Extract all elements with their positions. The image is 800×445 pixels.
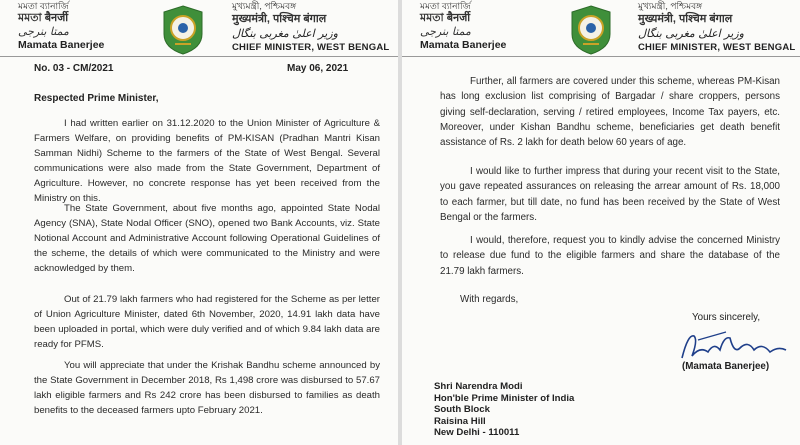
address-line: Raisina Hill [434,415,486,427]
name-english: Mamata Banerjee [420,39,507,51]
title-urdu: وزیر اعلیٰ مغربی بنگال [638,27,744,40]
letter-page-2 [402,0,800,445]
title-bengali: মুখ্যমন্ত্রী, পশ্চিমবঙ্গ [638,1,703,11]
name-hindi: মমতা बैनर्जी [18,12,69,24]
title-urdu: وزیر اعلیٰ مغربی بنگال [232,27,338,40]
paragraph: I had written earlier on 31.12.2020 to the Union Minister of Agriculture & Farmers Welfare, on providing benefits of PM-KISAN (Pradhan Mantri Kisan Samman Nidhi) Scheme to the farmers of the State of West Bengal. Several communications were also made from the State Government, Department of Agriculture. However, no concrete response has yet been received from the Ministry on this. [34,118,380,204]
letterhead-name-block [420,2,506,51]
title-hindi: मुख्यमंत्री, पश्चिम बंगाल [638,13,733,25]
west-bengal-seal-icon [568,4,614,56]
name-urdu: ممتا بنرجی [18,25,69,38]
letterhead-title-block [232,2,389,53]
closing-yours-sincerely: Yours sincerely, [692,312,761,323]
name-bengali: মমতা ব্যানার্জি [18,1,69,11]
letterhead-name-block [18,2,104,51]
paragraph: I would, therefore, request you to kindly advise the concerned Ministry to release due fund to the eligible farmers and share the database of the 21.79 lakh farmers. [440,235,780,277]
name-urdu: ممتا بنرجی [420,25,471,38]
salutation: Respected Prime Minister, [34,93,159,104]
name-hindi: মমতা बैनर्जी [420,12,471,24]
recipient-address [434,381,574,439]
paragraph: The State Government, about five months ago, appointed State Nodal Agency (SNA), State Nodal Officer (SNO), opened two Bank Accounts, viz. State Notional Account and Administrative Account following Operational Guidelines of the scheme, the details of which were communicated to the Ministry and were acknowledged by them. [34,203,380,274]
reference-number: No. 03 - CM/2021 [34,63,114,74]
letterhead-divider [0,56,398,57]
letter-date: May 06, 2021 [287,63,349,74]
signer-name: (Mamata Banerjee) [682,361,770,372]
letter-page-1 [0,0,398,445]
title-bengali: মুখ্যমন্ত্রী, পশ্চিমবঙ্গ [232,1,297,11]
address-line: Shri Narendra Modi [434,381,523,392]
letterhead-divider [402,56,800,57]
address-line: Hon'ble Prime Minister of India [434,392,575,404]
paragraph: Out of 21.79 lakh farmers who had registered for the Scheme as per letter of Union Agriculture Minister, dated 6th November, 2020, 14.91 lakh data have been uploaded in portal, which were duly verified and of which 9.84 lakh data are ready for PFMS. [34,294,380,350]
west-bengal-seal-icon [160,4,206,56]
paragraph: I would like to further impress that during your recent visit to the State, you gave repeated assurances on releasing the arrear amount of Rs. 18,000 to each farmer, but till date, no fund has been received by the State of West Bengal or the farmers. [440,166,780,223]
address-line: South Block [434,404,490,415]
letterhead-title-block [638,2,795,53]
paragraph: Further, all farmers are covered under this scheme, whereas PM-Kisan has long exclusion list comprising of Bargadar / share croppers, persons giving self-declaration, serving / retired employees, Income Tax payers, etc. Moreover, under Kishan Bandhu scheme, beneficiaries get death benefit assistance of Rs. 2 lakh for death below 60 years of age. [440,76,780,149]
title-english: CHIEF MINISTER, WEST BENGAL [232,42,390,53]
title-english: CHIEF MINISTER, WEST BENGAL [638,42,796,53]
address-line: New Delhi - 110011 [434,427,520,438]
name-bengali: মমতা ব্যানার্জি [420,1,471,11]
title-hindi: मुख्यमंत्री, पश्चिम बंगाल [232,13,327,25]
name-english: Mamata Banerjee [18,39,105,51]
closing-regards: With regards, [460,294,519,305]
paragraph: You will appreciate that under the Krishak Bandhu scheme announced by the State Government in December 2018, Rs 1,498 crore was disbursed to 57.67 lakh eligible farmers and Rs 242 crore has been disbursed to families as death benefits to the deceased farmers upto February 2021. [34,360,380,416]
